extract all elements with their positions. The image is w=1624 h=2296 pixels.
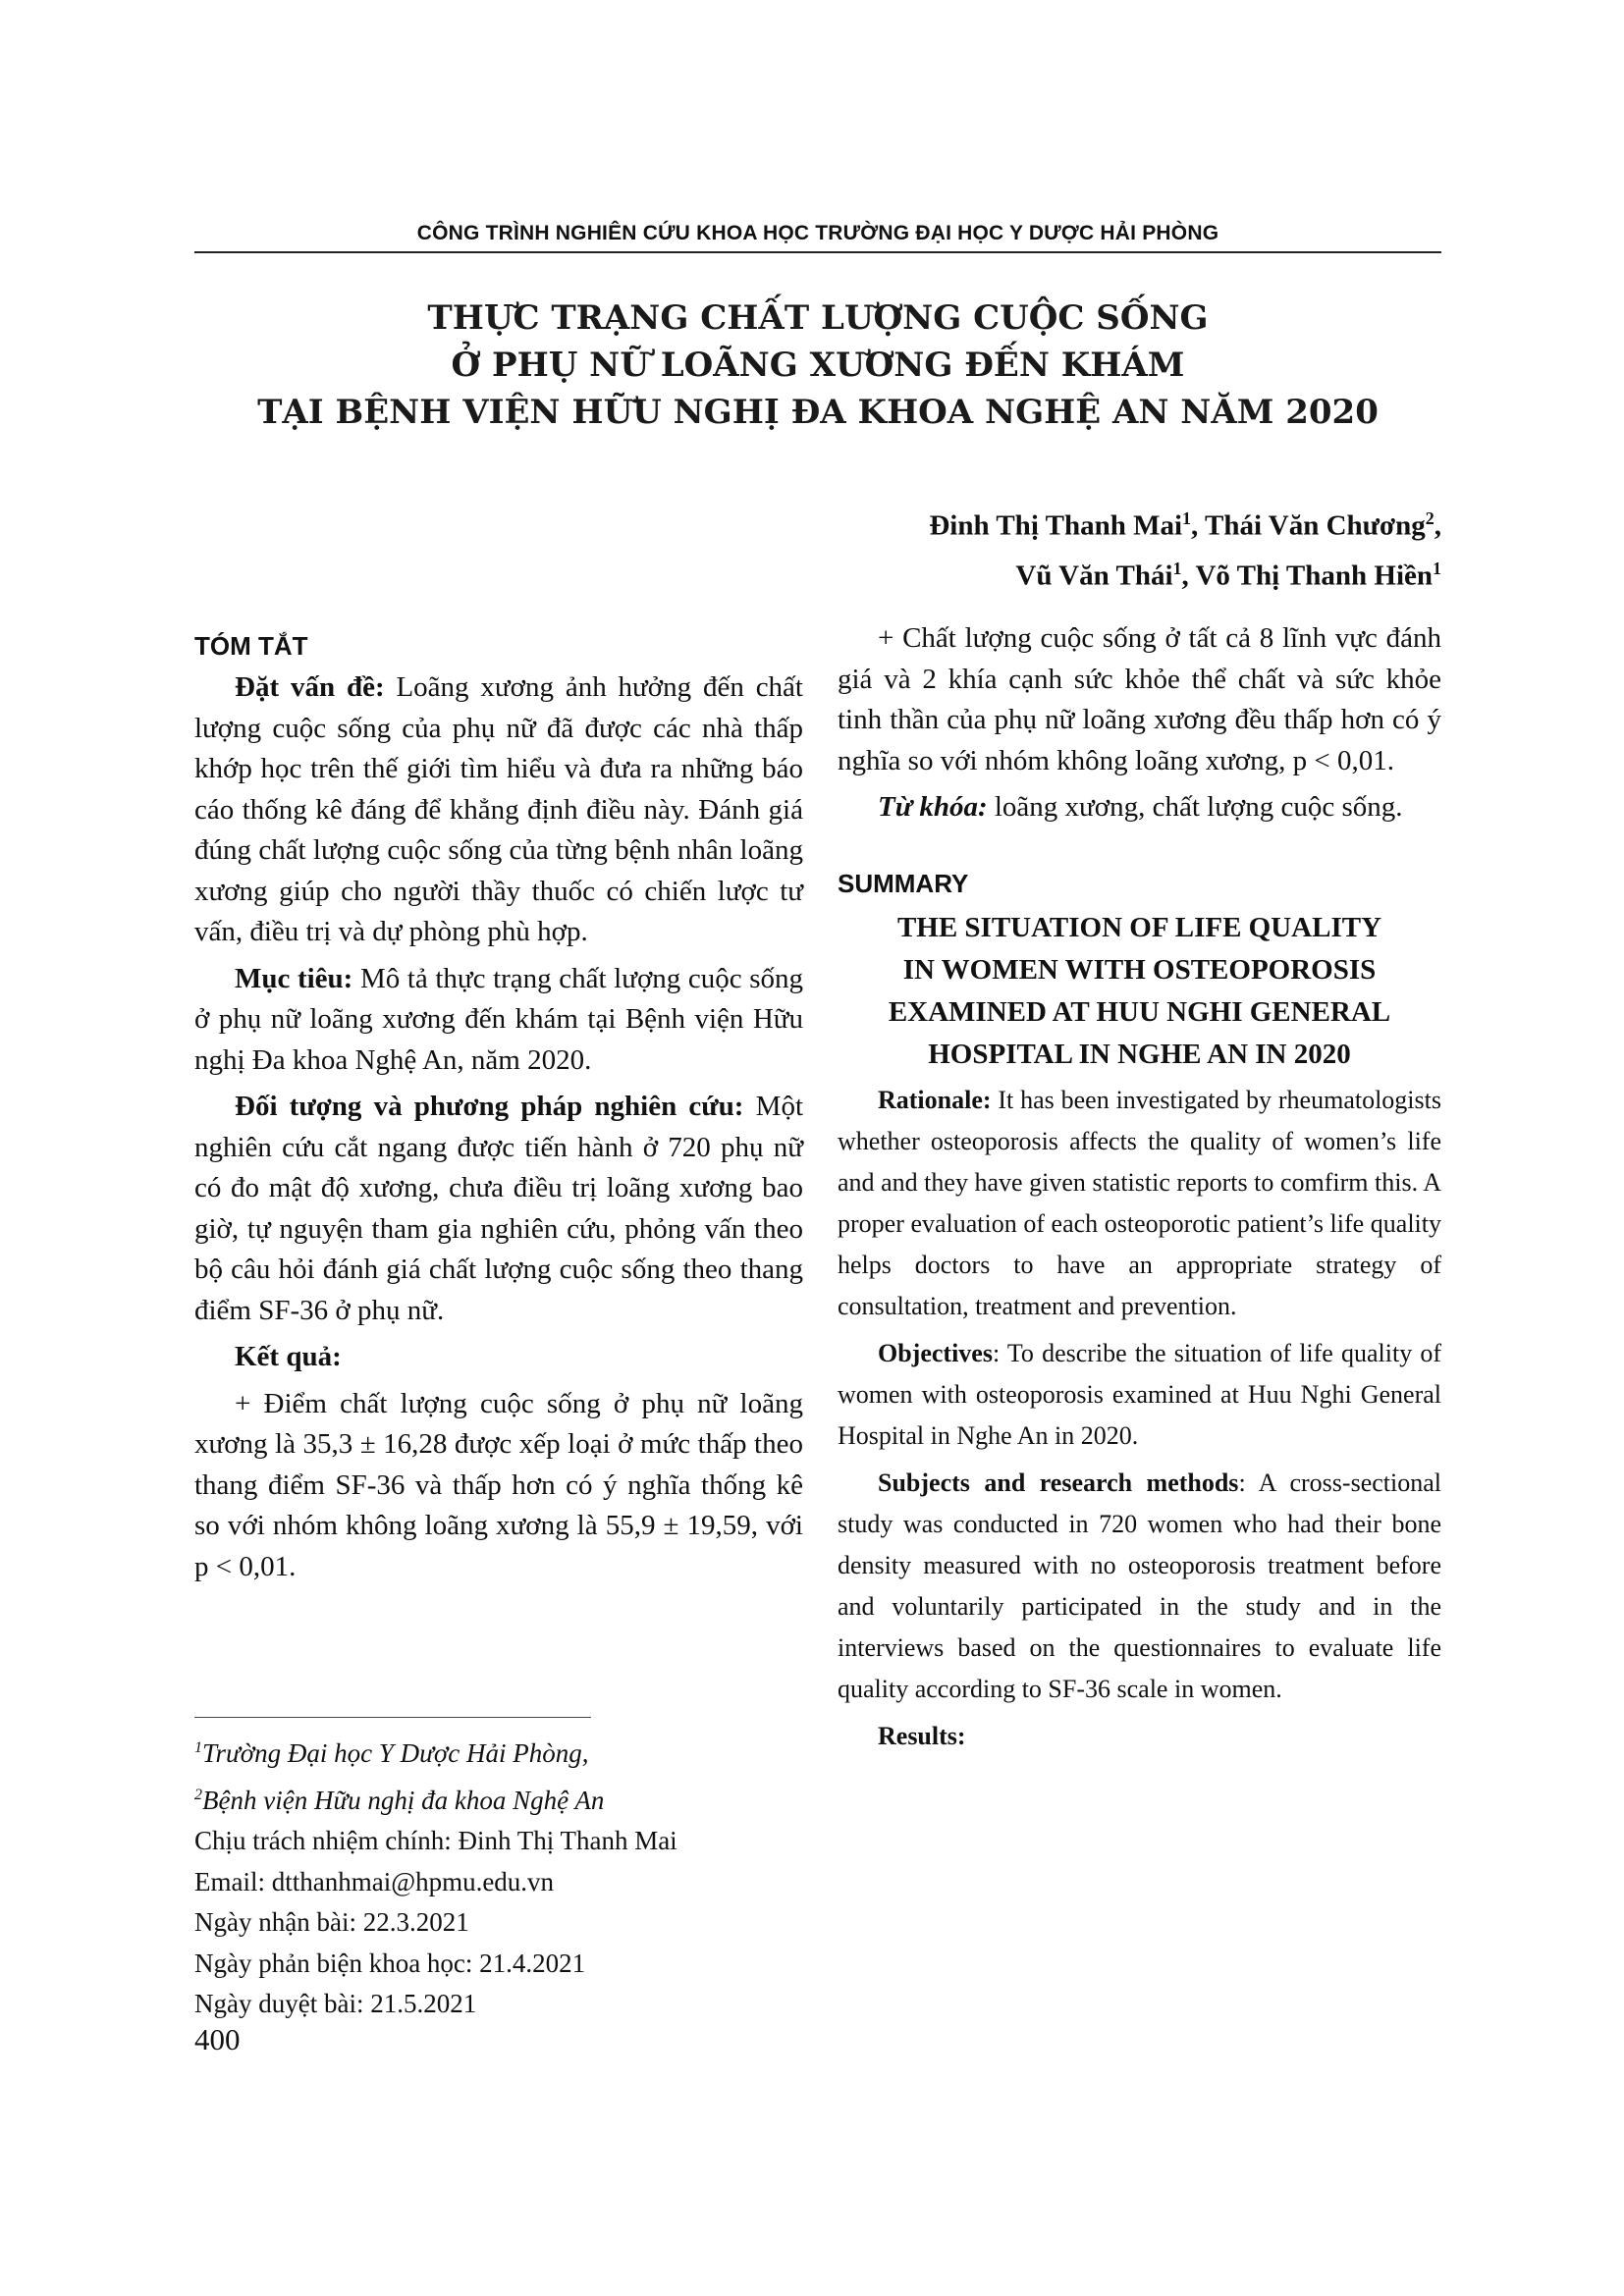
en-rationale: Rationale: It has been investigated by rheumatologists whether osteoporosis affects the quality of women’s life and and they have given statistic reports to comfirm this. A proper evaluation of each osteoporotic patient’s life quality helps doctors to have an appropriate strategy of consultation, treatment and prevention.	[838, 1085, 1441, 1320]
author-name: Vũ Văn Thái	[1015, 560, 1173, 592]
author-name: Thái Văn Chương	[1205, 509, 1426, 542]
affiliation-2: $^2$Bệnh viện Hữu nghị đa khoa Nghệ An	[194, 1785, 605, 1815]
author-line-1: Đinh Thị Thanh Mai$^1$, Thái Văn Chương$^2$,	[929, 508, 1441, 542]
en-results-label: Results:	[878, 1721, 966, 1750]
title-line: TẠI BỆNH VIỆN HỮU NGHỊ ĐA KHOA NGHỆ AN NĂM 2020	[257, 393, 1379, 432]
header-rule	[194, 251, 1441, 253]
author-line-2: Vũ Văn Thái$^1$, Võ Thị Thanh Hiền$^1$	[1015, 558, 1441, 592]
footnotes	[194, 1728, 803, 2025]
author-list	[929, 498, 1441, 597]
title-line: Ở PHỤ NỮ LOÃNG XƯƠNG ĐẾN KHÁM	[451, 346, 1185, 385]
date-reviewed: Ngày phản biện khoa học: 21.4.2021	[194, 1948, 586, 1978]
page-number: 400	[194, 2022, 241, 2056]
author-name: Đinh Thị Thanh Mai	[929, 509, 1183, 542]
en-methods: Subjects and research methods: A cross-sectional study was conducted in 720 women who had their bone density measured with no osteoporosis treatment before and voluntarily participated in the study and in the interviews based on the questionnaires to evaluate life quality according to SF-36 scale in women.	[838, 1468, 1441, 1703]
email: Email: dtthanhmai@hpmu.edu.vn	[194, 1866, 555, 1896]
vi-results-label: Kết quả:	[235, 1341, 342, 1372]
date-accepted: Ngày duyệt bài: 21.5.2021	[194, 1989, 477, 2018]
en-title: THE SITUATION OF LIFE QUALITY IN WOMEN WITH OSTEOPOROSIS EXAMINED AT HUU NGHI GENERAL HOSPITAL IN NGHE AN IN 2020	[888, 911, 1391, 1070]
running-head: CÔNG TRÌNH NGHIÊN CỨU KHOA HỌC TRƯỜNG ĐẠI HỌC Y DƯỢC HẢI PHÒNG	[416, 222, 1219, 244]
affiliation-mark: 1	[1433, 558, 1441, 578]
title-line: THỰC TRẠNG CHẤT LƯỢNG CUỘC SỐNG	[427, 298, 1209, 338]
vi-keywords: Từ khóa: loãng xương, chất lượng cuộc sống.	[878, 791, 1403, 823]
left-column	[194, 618, 803, 1593]
en-objectives: Objectives: To describe the situation of life quality of women with osteoporosis examined at Huu Nghi General Hospital in Nghe An in 2020.	[838, 1338, 1441, 1450]
article-title	[194, 294, 1441, 436]
affiliation-mark: 1	[1182, 508, 1192, 528]
vi-result-1: + Điểm chất lượng cuộc sống ở phụ nữ loãng xương là 35,3 ± 16,28 được xếp loại ở mức thấp theo thang điểm SF-36 và thấp hơn có ý nghĩa thống kê so với nhóm không loãng xương là 55,9 ± 19,59, với p < 0,01.	[194, 1387, 803, 1582]
vi-methods: Đối tượng và phương pháp nghiên cứu: Một nghiên cứu cắt ngang được tiến hành ở 720 phụ nữ có đo mật độ xương, chưa điều trị loãng xương bao giờ, tự nguyện tham gia nghiên cứu, phỏng vấn theo bộ câu hỏi đánh giá chất lượng cuộc sống theo thang điểm SF-36 ở phụ nữ.	[194, 1091, 803, 1326]
affiliation-mark: 2	[1425, 508, 1435, 528]
footnote-rule	[194, 1717, 591, 1718]
vi-background: Đặt vấn đề: Loãng xương ảnh hưởng đến chất lượng cuộc sống của phụ nữ đã được các nhà thấp khớp học trên thế giới tìm hiểu và đưa ra những báo cáo thống kê đáng để khẳng định điều này. Đánh giá đúng chất lượng cuộc sống của từng bệnh nhân loãng xương giúp cho người thầy thuốc có chiến lược tư vấn, điều trị và dự phòng phù hợp.	[194, 671, 803, 947]
en-abstract-heading: SUMMARY	[838, 868, 969, 898]
vi-result-2: + Chất lượng cuộc sống ở tất cả 8 lĩnh vực đánh giá và 2 khía cạnh sức khỏe thể chất và sức khỏe tinh thần của phụ nữ loãng xương đều thấp hơn có ý nghĩa so với nhóm không loãng xương, p < 0,01.	[838, 622, 1441, 776]
vi-objective: Mục tiêu: Mô tả thực trạng chất lượng cuộc sống ở phụ nữ loãng xương đến khám tại Bệnh viện Hữu nghị Đa khoa Nghệ An, năm 2020.	[194, 962, 803, 1076]
right-column	[838, 618, 1441, 1763]
author-name: Võ Thị Thanh Hiền	[1195, 560, 1433, 592]
affiliation-1: $^1$Trường Đại học Y Dược Hải Phòng,	[194, 1738, 589, 1768]
affiliation-mark: 1	[1172, 558, 1182, 578]
vi-abstract-heading: TÓM TẮT	[194, 631, 308, 661]
corresponding-author: Chịu trách nhiệm chính: Đinh Thị Thanh Mai	[194, 1826, 677, 1855]
date-received: Ngày nhận bài: 22.3.2021	[194, 1907, 469, 1937]
